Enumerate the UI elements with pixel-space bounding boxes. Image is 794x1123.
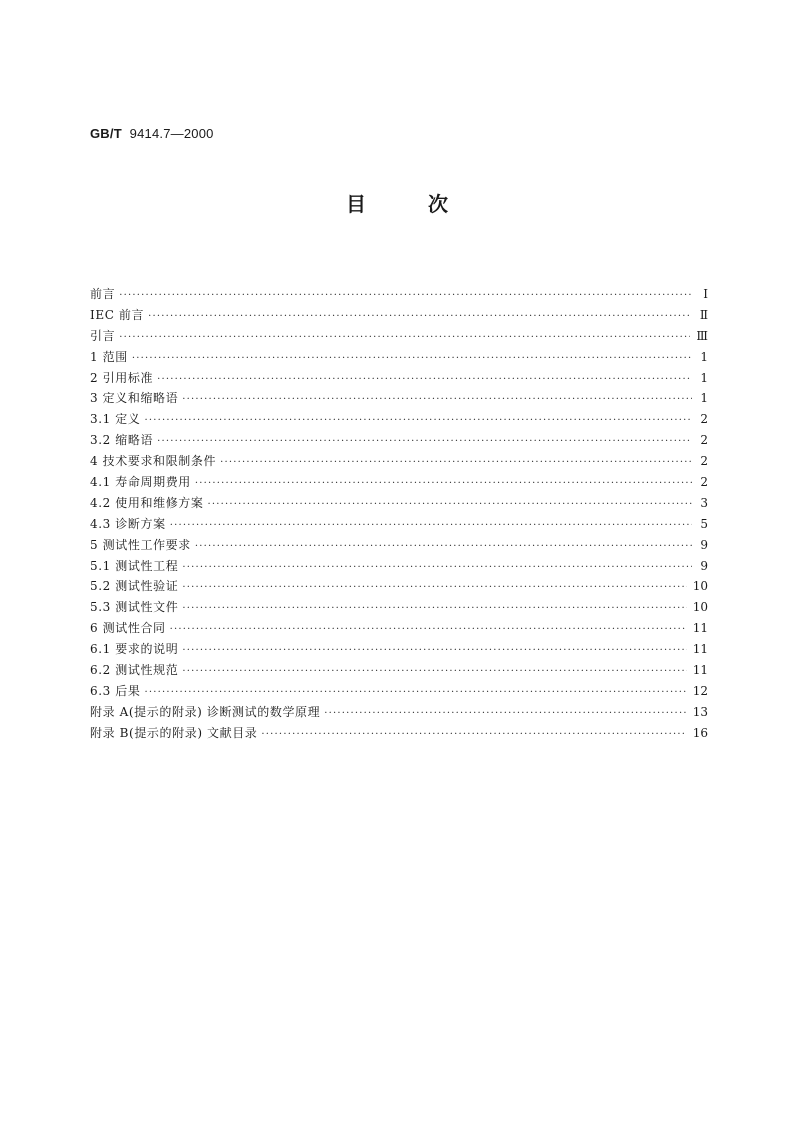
toc-entry-page-number: 13 [692,704,708,719]
toc-entry-page-number: 1 [700,391,708,406]
toc-dot-leader [145,411,693,432]
toc-dot-leader [119,328,690,349]
toc-entry-page-number: Ⅰ [703,287,708,301]
toc-entry-label: 前言 [90,287,116,301]
toc-entry-label: 6.3 后果 [90,683,141,698]
standard-code [90,126,214,141]
toc-entry-label: 4.1 寿命周期费用 [90,475,191,490]
toc-entry[interactable] [90,326,708,347]
toc-dot-leader [182,558,692,579]
toc-dot-leader [148,307,692,328]
toc-dot-leader [182,390,692,411]
toc-entry[interactable] [90,681,708,702]
toc-entry-page-number: Ⅲ [696,328,708,343]
toc-entry-page-number: 10 [692,579,708,594]
toc-entry[interactable] [90,368,708,389]
toc-entry-page-number: Ⅱ [699,307,708,322]
toc-dot-leader [170,516,692,537]
toc-entry-label: 4 技术要求和限制条件 [90,454,217,469]
toc-entry[interactable] [90,305,708,326]
toc-entry-label: 5.2 测试性验证 [90,579,179,594]
toc-entry[interactable] [90,388,708,409]
toc-dot-leader [132,349,692,370]
toc-dot-leader [157,432,692,453]
toc-entry-label: 3.2 缩略语 [90,433,154,448]
toc-entry-label: 6.2 测试性规范 [90,663,179,678]
toc-dot-leader [324,704,686,725]
toc-entry[interactable] [90,556,708,577]
toc-entry-page-number: 2 [700,475,708,490]
toc-dot-leader [182,599,686,620]
toc-entry-page-number: 5 [700,516,708,531]
toc-dot-leader [170,620,687,641]
toc-entry-page-number: 9 [700,537,708,552]
page-title: 目次 [346,192,510,216]
toc-dot-leader [182,578,686,599]
toc-entry-page-number: 11 [692,642,708,657]
toc-entry[interactable] [90,514,708,535]
toc-dot-leader [119,286,692,307]
toc-entry-page-number: 3 [700,495,708,510]
toc-dot-leader [157,370,692,391]
toc-entry-label: 附录 A(提示的附录) 诊断测试的数学原理 [90,704,321,719]
toc-entry[interactable] [90,493,708,514]
toc-entry-page-number: 1 [700,370,708,385]
toc-entry-label: 6.1 要求的说明 [90,642,179,657]
toc-dot-leader [182,662,686,683]
toc-entry-label: 1 范围 [90,349,128,364]
toc-entry-label: 3.1 定义 [90,412,141,427]
toc-entry-label: 3 定义和缩略语 [90,391,179,406]
toc-entry[interactable] [90,535,708,556]
toc-entry[interactable] [90,284,708,305]
toc-dot-leader [195,537,692,558]
toc-dot-leader [220,453,692,474]
toc-entry-label: 4.3 诊断方案 [90,516,166,531]
toc-entry-page-number: 1 [700,349,708,364]
toc-entry[interactable] [90,597,708,618]
toc-entry-label: 引言 [90,328,116,343]
standard-prefix: GB/T [90,126,122,141]
toc-entry-page-number: 11 [692,663,708,678]
standard-number: 9414.7—2000 [129,126,214,141]
toc-entry[interactable] [90,451,708,472]
toc-entry[interactable] [90,409,708,430]
toc-dot-leader [208,495,693,516]
toc-entry[interactable] [90,702,708,723]
toc-entry-page-number: 12 [692,683,708,698]
toc-dot-leader [195,474,692,495]
toc-entry[interactable] [90,576,708,597]
toc-entry-label: 5 测试性工作要求 [90,537,191,552]
toc-entry[interactable] [90,347,708,368]
toc-entry-label: 2 引用标准 [90,370,154,385]
toc-entry-label: IEC 前言 [90,307,145,322]
table-of-contents [90,284,708,744]
toc-entry[interactable] [90,639,708,660]
toc-entry[interactable] [90,472,708,493]
toc-entry-page-number: 2 [700,433,708,448]
toc-entry-label: 附录 B(提示的附录) 文献目录 [90,725,258,740]
toc-dot-leader [182,641,686,662]
toc-entry[interactable] [90,430,708,451]
toc-entry-page-number: 16 [692,725,708,740]
toc-entry[interactable] [90,618,708,639]
toc-entry-label: 4.2 使用和维修方案 [90,495,204,510]
toc-entry-page-number: 10 [692,600,708,615]
toc-entry-label: 5.3 测试性文件 [90,600,179,615]
toc-entry-page-number: 9 [700,558,708,573]
toc-entry[interactable] [90,723,708,744]
toc-dot-leader [145,683,687,704]
toc-entry-label: 5.1 测试性工程 [90,558,179,573]
toc-entry[interactable] [90,660,708,681]
toc-entry-page-number: 11 [692,621,708,636]
toc-entry-label: 6 测试性合同 [90,621,166,636]
toc-entry-page-number: 2 [700,412,708,427]
toc-entry-page-number: 2 [700,454,708,469]
toc-dot-leader [261,725,686,746]
